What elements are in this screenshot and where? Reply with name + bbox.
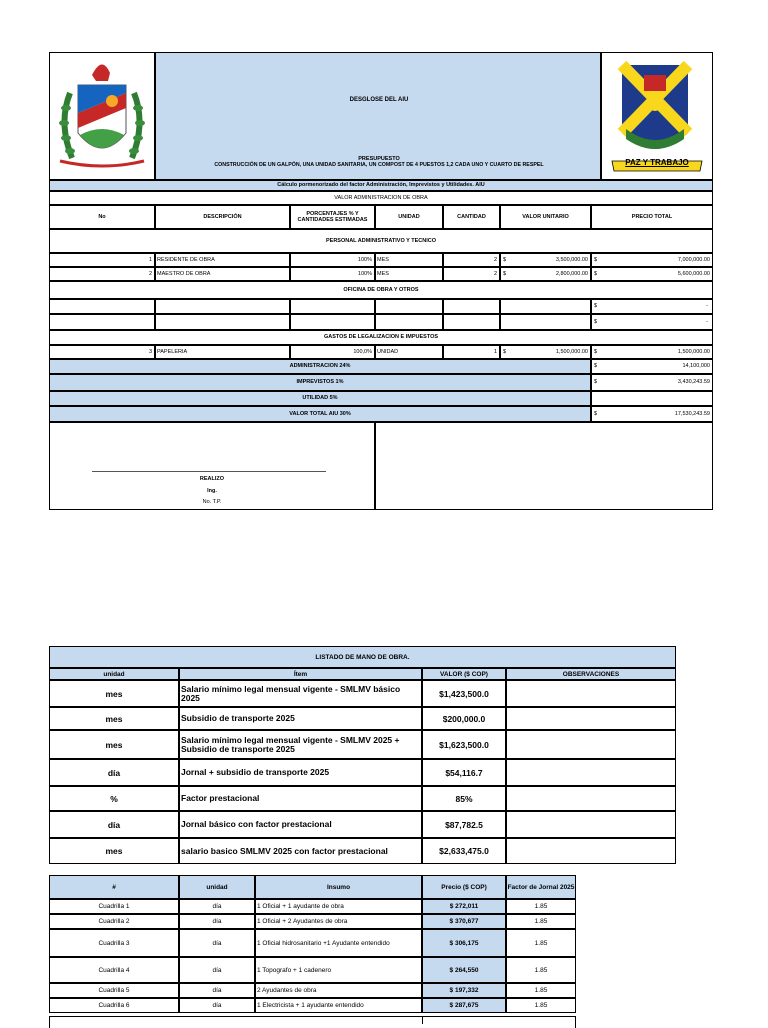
crew-header-price: Precio ($ COP) (422, 875, 506, 899)
crew-unit: día (179, 998, 255, 1013)
crew-unit: día (179, 914, 255, 929)
labor-header-unit: unidad (49, 668, 179, 680)
col-header-percentages: PORCENTAJES % Y CANTIDADES ESTIMADAS (290, 205, 375, 229)
motto-ribbon: PAZ Y TRABAJO (625, 158, 689, 167)
labor-item: salario basico SMLMV 2025 con factor prestacional (179, 838, 422, 864)
crew-name: Cuadrilla 3 (49, 929, 179, 957)
department-coat-of-arms-icon (50, 53, 154, 179)
labor-value: $1,423,500.0 (422, 680, 506, 707)
crew-factor: 1.85 (506, 899, 576, 914)
section-personnel: PERSONAL ADMINISTRATIVO Y TECNICO (49, 229, 713, 253)
col-header-no: No (49, 205, 155, 229)
admin-value-label: VALOR ADMINISTRACION DE OBRA (49, 191, 713, 205)
crew-name: Cuadrilla 1 (49, 899, 179, 914)
crew-factor: 1.85 (506, 957, 576, 983)
labor-observation (506, 707, 676, 730)
crew-insumo: 2 Ayudantes de obra (255, 983, 422, 998)
crew-unit: día (179, 983, 255, 998)
labor-header-item: Ítem (179, 668, 422, 680)
labor-unit: mes (49, 730, 179, 759)
labor-header-value: VALOR ($ COP) (422, 668, 506, 680)
crew-factor: 1.85 (506, 983, 576, 998)
labor-unit: mes (49, 838, 179, 864)
col-header-unit: UNIDAD (375, 205, 443, 229)
crew-header-number: # (49, 875, 179, 899)
calc-note: Cálculo pormenorizado del factor Administración, Imprevistos y Utilidades. AIU (49, 180, 713, 191)
labor-observation (506, 838, 676, 864)
labor-item: Subsidio de transporte 2025 (179, 707, 422, 730)
crew-insumo: 1 Oficial + 2 Ayudantes de obra (255, 914, 422, 929)
col-header-total-price: PRECIO TOTAL (591, 205, 713, 229)
labor-item: Salario mínimo legal mensual vigente - SMLMV 2025 + Subsidio de transporte 2025 (179, 730, 422, 759)
crew-insumo: 1 Topografo + 1 cadenero (255, 957, 422, 983)
signature-line (92, 471, 326, 472)
crew-factor: 1.85 (506, 998, 576, 1013)
labor-value: $1,623,500.0 (422, 730, 506, 759)
crew-insumo: 1 Oficial hidrosanitario +1 Ayudante entendido (255, 929, 422, 957)
labor-header-observations: OBSERVACIONES (506, 668, 676, 680)
crew-factor: 1.85 (506, 914, 576, 929)
signature-block (49, 422, 375, 510)
col-header-description: DESCRIPCIÓN (155, 205, 290, 229)
labor-observation (506, 730, 676, 759)
labor-value: $87,782.5 (422, 811, 506, 838)
crew-header-factor: Factor de Jornal 2025 (506, 875, 576, 899)
labor-value: 85% (422, 786, 506, 811)
crew-name: Cuadrilla 4 (49, 957, 179, 983)
sheet-title: DESGLOSE DEL AIU (349, 97, 409, 103)
labor-list-title: LISTADO DE MANO DE OBRA. (49, 646, 676, 668)
crew-header-unit: unidad (179, 875, 255, 899)
labor-unit: día (49, 759, 179, 786)
signature-role: REALIZO (199, 476, 225, 482)
left-emblem-cell (49, 52, 155, 180)
col-header-quantity: CANTIDAD (443, 205, 500, 229)
crew-price: $ 287,675 (422, 998, 506, 1013)
labor-observation (506, 759, 676, 786)
crew-price: $ 264,550 (422, 957, 506, 983)
labor-item: Jornal básico con factor prestacional (179, 811, 422, 838)
labor-observation (506, 811, 676, 838)
signature-right-cell (375, 422, 713, 510)
crew-name: Cuadrilla 5 (49, 983, 179, 998)
labor-value: $200,000.0 (422, 707, 506, 730)
signature-name: Ing. (207, 488, 217, 494)
section-legal-fees: GASTOS DE LEGALIZACION E IMPUESTOS (49, 330, 713, 345)
labor-unit: mes (49, 680, 179, 707)
labor-unit: día (49, 811, 179, 838)
col-header-unit-value: VALOR UNITARIO (500, 205, 591, 229)
crew-factor: 1.85 (506, 929, 576, 957)
budget-label: PRESUPUESTO (358, 156, 400, 162)
crew-name: Cuadrilla 6 (49, 998, 179, 1013)
crew-name: Cuadrilla 2 (49, 914, 179, 929)
crew-price: $ 197,332 (422, 983, 506, 998)
crew-footer-row (49, 1016, 576, 1028)
crew-unit: día (179, 899, 255, 914)
labor-item: Salario mínimo legal mensual vigente - SMLMV básico 2025 (179, 680, 422, 707)
crew-price: $ 306,175 (422, 929, 506, 957)
crew-insumo: 1 Electricista + 1 ayudante entendido (255, 998, 422, 1013)
signature-tp: No. T.P. (202, 499, 222, 505)
labor-unit: mes (49, 707, 179, 730)
labor-item: Jornal + subsidio de transporte 2025 (179, 759, 422, 786)
labor-unit: % (49, 786, 179, 811)
right-emblem-cell (601, 52, 713, 180)
crew-price: $ 370,677 (422, 914, 506, 929)
labor-observation (506, 786, 676, 811)
title-cell (155, 52, 601, 180)
labor-item: Factor prestacional (179, 786, 422, 811)
project-title: CONSTRUCCIÓN DE UN GALPÓN, UNA UNIDAD SANITARIA, UN COMPOST DE 4 PUESTOS 1,2 CADA UNO Y CUARTO DE RESPEL (214, 162, 544, 168)
crew-unit: día (179, 957, 255, 983)
labor-observation (506, 680, 676, 707)
crew-unit: día (179, 929, 255, 957)
section-office: OFICINA DE OBRA Y OTROS (49, 281, 713, 299)
crew-header-insumo: Insumo (255, 875, 422, 899)
crew-insumo: 1 Oficial + 1 ayudante de obra (255, 899, 422, 914)
labor-value: $2,633,475.0 (422, 838, 506, 864)
labor-value: $54,116.7 (422, 759, 506, 786)
crew-price: $ 272,011 (422, 899, 506, 914)
